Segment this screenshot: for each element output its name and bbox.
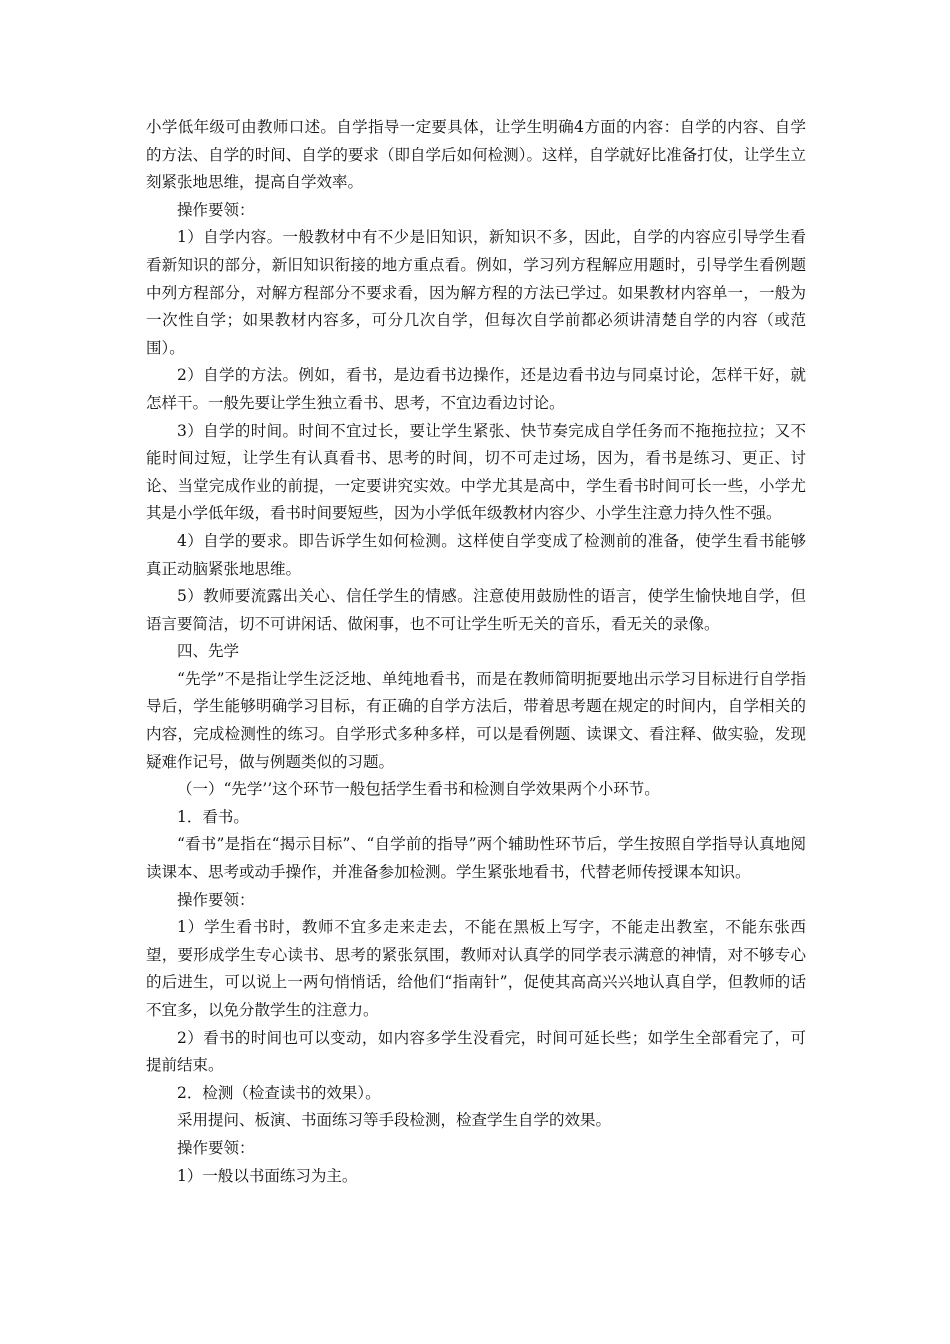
paragraph-continuation: 小学低年级可由教师口述。自学指导一定要具体，让学生明确4方面的内容：自学的内容、自学的方法、自学的时间、自学的要求（即自学后如何检测）。这样，自学就好比准备打仗，让学生立刻紧张地思维，提高自学效率。 [146,118,806,192]
paragraph-operation-points-heading-2: 操作要领： [177,890,255,909]
paragraph-self-study-method: 2）自学的方法。例如，看书，是边看书边操作，还是边看书边与同桌讨论，怎样干好，就怎样干。一般先要让学生独立看书、思考，不宜边看边讨论。 [146,366,806,412]
paragraph-xianxue-subsections: （一）“先学’’这个环节一般包括学生看书和检测自学效果两个小环节。 [177,780,660,799]
paragraph-testing-point-1: 1）一般以书面练习为主。 [177,1166,358,1185]
paragraph-reading-definition: “看书”是指在“揭示目标”、“自学前的指导”两个辅助性环节后，学生按照自学指导认真地阅读课本、思考或动手操作，并准备参加检测。学生紧张地看书，代替老师传授课本知识。 [146,835,806,882]
document-body [146,114,806,1190]
paragraph-xianxue-definition: “先学”不是指让学生泛泛地、单纯地看书，而是在教师简明扼要地出示学习目标进行自学指导后，学生能够明确学习目标，有正确的自学方法后，带着思考题在规定的时间内，自学相关的内容，完成检测性的练习。自学形式多种多样，可以是看例题、读课文、看注释、做实验，发现疑难作记号，做与例题类似的习题。 [146,669,806,771]
section-heading-xianxue: 四、先学 [177,642,240,661]
paragraph-teacher-emotion: 5）教师要流露出关心、信任学生的情感。注意使用鼓励性的语言，使学生愉快地自学，但语言要简洁，切不可讲闲话、做闲事，也不可让学生听无关的音乐，看无关的录像。 [146,587,806,633]
paragraph-operation-points-heading: 操作要领： [177,200,255,219]
paragraph-testing-method: 采用提问、板演、书面练习等手段检测，检查学生自学的效果。 [177,1111,612,1130]
subheading-reading: 1．看书。 [177,807,249,826]
paragraph-self-study-time: 3）自学的时间。时间不宜过长，要让学生紧张、快节奏完成自学任务而不拖拖拉拉；又不能时间过短，让学生有认真看书、思考的时间，切不可走过场，因为，看书是练习、更正、讨论、当堂完成作业的前提，一定要讲究实效。中学尤其是高中，学生看书时间可长一些，小学尤其是小学低年级，看书时间要短些，因为小学低年级教材内容少、小学生注意力持久性不强。 [146,421,806,523]
paragraph-reading-point-2: 2）看书的时间也可以变动，如内容多学生没看完，时间可延长些；如学生全部看完了，可提前结束。 [146,1028,806,1075]
paragraph-self-study-content: 1）自学内容。一般教材中有不少是旧知识，新知识不多，因此，自学的内容应引导学生看看新知识的部分，新旧知识衔接的地方重点看。例如，学习列方程解应用题时，引导学生看例题中列方程部分，对解方程部分不要求看，因为解方程的方法已学过。如果教材内容单一，一般为一次性自学；如果教材内容多，可分几次自学，但每次自学前都必须讲清楚自学的内容（或范围）。 [146,228,806,357]
paragraph-reading-point-1: 1）学生看书时，教师不宜多走来走去，不能在黑板上写字，不能走出教室，不能东张西望，要形成学生专心读书、思考的紧张氛围，教师对认真学的同学表示满意的神情，对不够专心的后进生，可以说上一两句悄悄话，给他们“指南针”，促使其高高兴兴地认真自学，但教师的话不宜多，以免分散学生的注意力。 [146,918,806,1019]
paragraph-operation-points-heading-3: 操作要领： [177,1138,255,1157]
paragraph-self-study-requirement: 4）自学的要求。即告诉学生如何检测。这样使自学变成了检测前的准备，使学生看书能够真正动脑紧张地思维。 [146,531,806,578]
subheading-testing: 2．检测（检查读书的效果）。 [177,1083,381,1102]
